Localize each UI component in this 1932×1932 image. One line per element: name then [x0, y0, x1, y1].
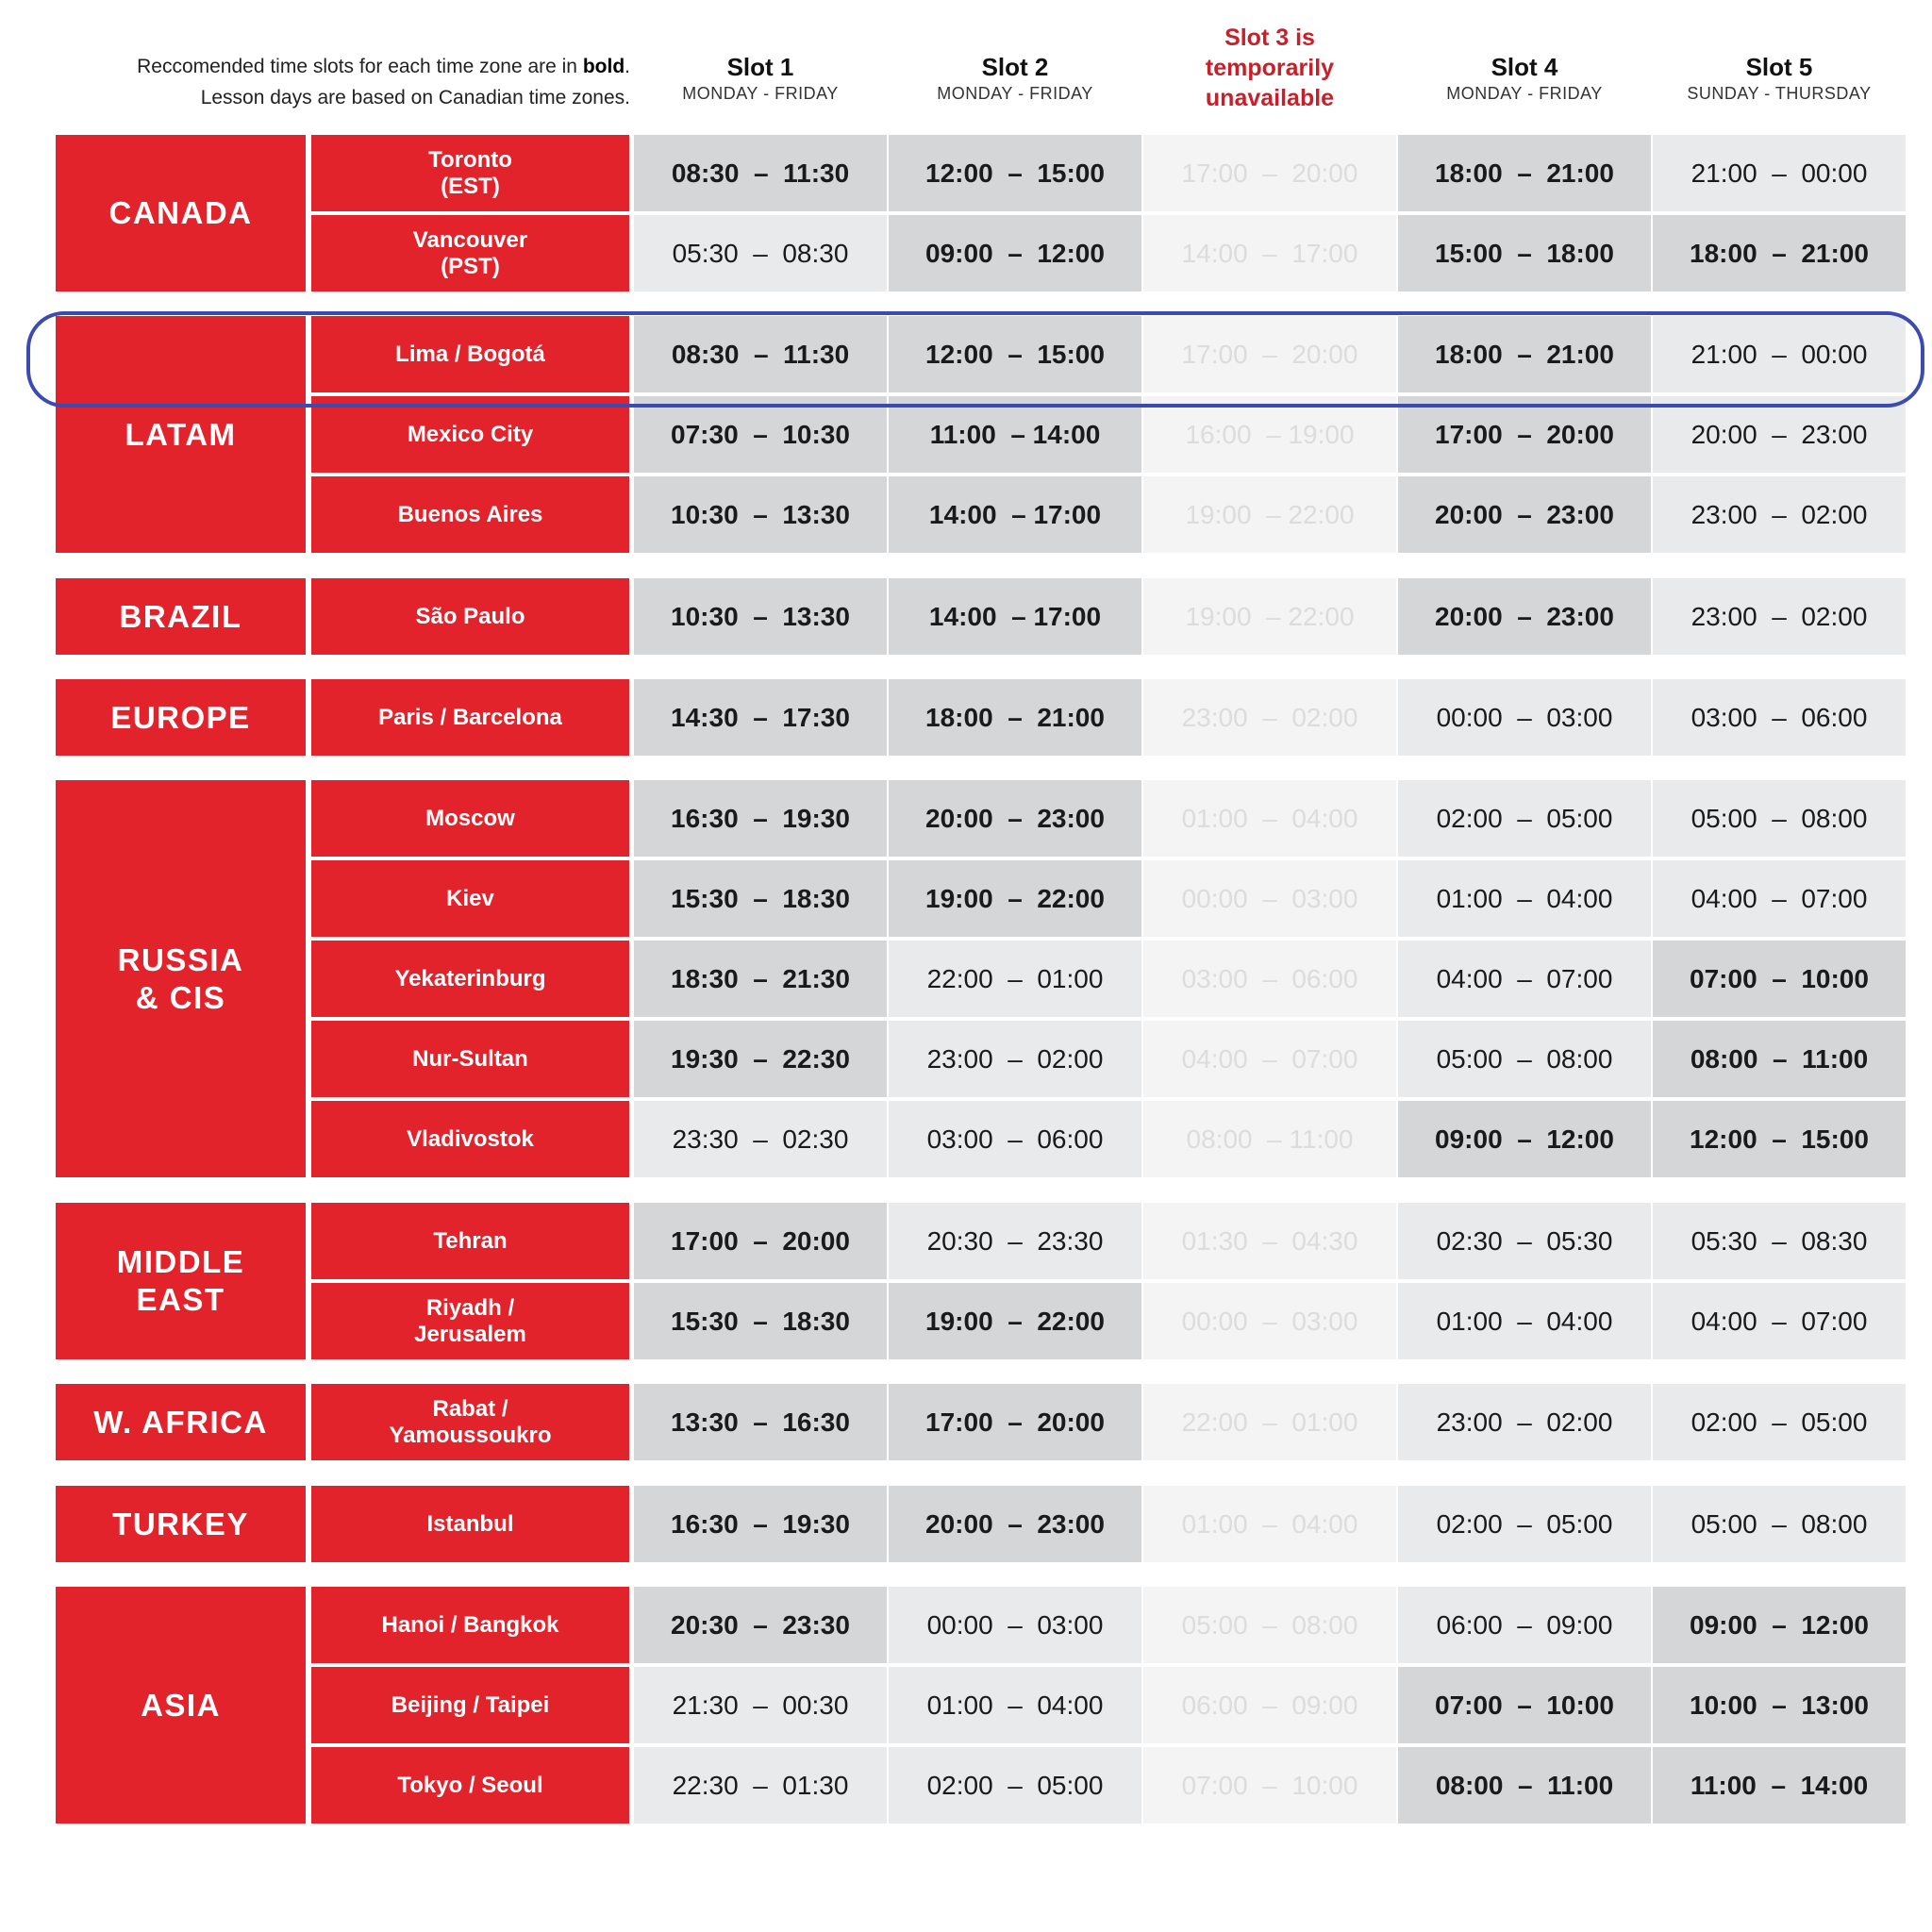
note-line1-prefix: Reccomended time slots for each time zone are in [137, 56, 583, 77]
time-slot-cell: 16:30 – 19:30 [634, 780, 887, 857]
time-slot-cell: 11:00 – 14:00 [1653, 1747, 1906, 1824]
time-slot-cell: 20:30 – 23:30 [889, 1203, 1141, 1279]
time-slot-cell-unavailable: 16:00 – 19:00 [1143, 396, 1396, 473]
time-slot-cell: 14:30 – 17:30 [634, 679, 887, 756]
time-slot-cell: 10:00 – 13:00 [1653, 1667, 1906, 1743]
time-slot-cell: 01:00 – 04:00 [1398, 860, 1651, 937]
time-slot-cell-unavailable: 06:00 – 09:00 [1143, 1667, 1396, 1743]
time-slot-cell: 17:00 – 20:00 [1398, 396, 1651, 473]
time-slot-cell: 01:00 – 04:00 [1398, 1283, 1651, 1359]
time-slot-cell: 23:30 – 02:30 [634, 1101, 887, 1177]
region-turkey: TURKEY [56, 1486, 306, 1562]
time-slot-cell-unavailable: 17:00 – 20:00 [1143, 135, 1396, 211]
time-slot-cell: 03:00 – 06:00 [1653, 679, 1906, 756]
time-slot-cell-unavailable: 19:00 – 22:00 [1143, 476, 1396, 553]
time-slot-cell: 18:00 – 21:00 [1653, 215, 1906, 291]
time-slot-cell: 04:00 – 07:00 [1398, 941, 1651, 1017]
time-slot-cell-unavailable: 01:00 – 04:00 [1143, 1486, 1396, 1562]
city-label: Rabat / Yamoussoukro [311, 1384, 629, 1460]
time-slot-cell: 23:00 – 02:00 [889, 1021, 1141, 1097]
time-slot-cell: 20:00 – 23:00 [1398, 476, 1651, 553]
time-slot-cell: 23:00 – 02:00 [1653, 476, 1906, 553]
time-slot-cell: 09:00 – 12:00 [889, 215, 1141, 291]
time-slot-cell: 10:30 – 13:30 [634, 476, 887, 553]
time-slot-cell: 16:30 – 19:30 [634, 1486, 887, 1562]
time-slot-cell: 21:30 – 00:30 [634, 1667, 887, 1743]
time-slot-cell-unavailable: 19:00 – 22:00 [1143, 578, 1396, 655]
slot-title: Slot 5 [1745, 53, 1813, 81]
time-slot-cell: 02:30 – 05:30 [1398, 1203, 1651, 1279]
region-latam: LATAM [56, 316, 306, 553]
time-slot-cell: 07:00 – 10:00 [1653, 941, 1906, 1017]
time-slot-cell: 18:00 – 21:00 [889, 679, 1141, 756]
city-label: Vladivostok [311, 1101, 629, 1177]
time-slot-cell: 08:00 – 11:00 [1653, 1021, 1906, 1097]
time-slot-cell-unavailable: 17:00 – 20:00 [1143, 316, 1396, 392]
time-slot-cell: 09:00 – 12:00 [1398, 1101, 1651, 1177]
slot-days: MONDAY - FRIDAY [682, 84, 839, 103]
time-slot-cell-unavailable: 04:00 – 07:00 [1143, 1021, 1396, 1097]
time-slot-cell: 15:30 – 18:30 [634, 860, 887, 937]
time-slot-cell: 04:00 – 07:00 [1653, 860, 1906, 937]
time-slot-cell: 18:00 – 21:00 [1398, 135, 1651, 211]
time-slot-cell: 07:00 – 10:00 [1398, 1667, 1651, 1743]
city-label: Beijing / Taipei [311, 1667, 629, 1743]
city-label: Tokyo / Seoul [311, 1747, 629, 1824]
time-slot-cell-unavailable: 00:00 – 03:00 [1143, 1283, 1396, 1359]
time-slot-cell-unavailable: 07:00 – 10:00 [1143, 1747, 1396, 1824]
city-label: São Paulo [311, 578, 629, 655]
time-slot-cell: 04:00 – 07:00 [1653, 1283, 1906, 1359]
time-slot-cell: 14:00 – 17:00 [889, 578, 1141, 655]
time-slot-cell-unavailable: 01:30 – 04:30 [1143, 1203, 1396, 1279]
time-slot-cell: 20:30 – 23:30 [634, 1587, 887, 1663]
city-label: Buenos Aires [311, 476, 629, 553]
city-label: Moscow [311, 780, 629, 857]
time-slot-cell: 22:30 – 01:30 [634, 1747, 887, 1824]
region-canada: CANADA [56, 135, 306, 291]
time-slot-cell: 18:30 – 21:30 [634, 941, 887, 1017]
time-slot-cell-unavailable: 03:00 – 06:00 [1143, 941, 1396, 1017]
time-slot-cell: 20:00 – 23:00 [889, 780, 1141, 857]
time-slot-cell: 08:00 – 11:00 [1398, 1747, 1651, 1824]
city-label: Toronto (EST) [311, 135, 629, 211]
slot-days: SUNDAY - THURSDAY [1687, 84, 1872, 103]
city-label: Mexico City [311, 396, 629, 473]
note-line2: Lesson days are based on Canadian time zones. [200, 87, 630, 108]
slot-days: MONDAY - FRIDAY [1446, 84, 1603, 103]
time-slot-cell: 08:30 – 11:30 [634, 135, 887, 211]
time-slot-cell-unavailable: 01:00 – 04:00 [1143, 780, 1396, 857]
slot-header-2 [889, 53, 1141, 106]
time-slot-cell: 21:00 – 00:00 [1653, 316, 1906, 392]
time-slot-cell-unavailable: 23:00 – 02:00 [1143, 679, 1396, 756]
time-slot-cell: 00:00 – 03:00 [889, 1587, 1141, 1663]
time-slot-cell-unavailable: 22:00 – 01:00 [1143, 1384, 1396, 1460]
city-label: Paris / Barcelona [311, 679, 629, 756]
time-slot-cell: 22:00 – 01:00 [889, 941, 1141, 1017]
time-slot-cell: 02:00 – 05:00 [1653, 1384, 1906, 1460]
time-slot-cell: 14:00 – 17:00 [889, 476, 1141, 553]
time-slot-cell: 20:00 – 23:00 [1398, 578, 1651, 655]
city-label: Yekaterinburg [311, 941, 629, 1017]
time-slot-cell-unavailable: 00:00 – 03:00 [1143, 860, 1396, 937]
city-label: Riyadh / Jerusalem [311, 1283, 629, 1359]
time-slot-cell: 12:00 – 15:00 [889, 135, 1141, 211]
city-label: Hanoi / Bangkok [311, 1587, 629, 1663]
slot-title: Slot 4 [1491, 53, 1558, 81]
region-russia-cis: RUSSIA & CIS [56, 780, 306, 1177]
time-slot-cell: 08:30 – 11:30 [634, 316, 887, 392]
time-slot-cell: 03:00 – 06:00 [889, 1101, 1141, 1177]
time-slot-cell: 18:00 – 21:00 [1398, 316, 1651, 392]
time-slot-cell: 09:00 – 12:00 [1653, 1587, 1906, 1663]
time-slot-cell-unavailable: 05:00 – 08:00 [1143, 1587, 1396, 1663]
time-slot-cell: 01:00 – 04:00 [889, 1667, 1141, 1743]
time-slot-cell: 19:30 – 22:30 [634, 1021, 887, 1097]
time-slot-cell: 05:00 – 08:00 [1653, 1486, 1906, 1562]
time-slot-cell: 20:00 – 23:00 [889, 1486, 1141, 1562]
region-middle-east: MIDDLE EAST [56, 1203, 306, 1359]
time-slot-cell: 02:00 – 05:00 [1398, 780, 1651, 857]
time-slot-cell: 05:30 – 08:30 [634, 215, 887, 291]
slot-header-5 [1653, 53, 1906, 106]
time-slot-cell: 05:00 – 08:00 [1398, 1021, 1651, 1097]
time-slot-cell: 15:00 – 18:00 [1398, 215, 1651, 291]
note-line1-suffix: . [625, 56, 630, 77]
note-line1-bold: bold [582, 56, 625, 77]
time-slot-cell: 23:00 – 02:00 [1653, 578, 1906, 655]
time-slot-cell: 20:00 – 23:00 [1653, 396, 1906, 473]
legend-note [38, 51, 630, 113]
slot-title: Slot 3 is temporarily unavailable [1205, 25, 1335, 111]
slot-header-3 [1143, 23, 1396, 113]
time-slot-cell: 23:00 – 02:00 [1398, 1384, 1651, 1460]
city-label: Lima / Bogotá [311, 316, 629, 392]
region-w-africa: W. AFRICA [56, 1384, 306, 1460]
time-slot-cell: 07:30 – 10:30 [634, 396, 887, 473]
city-label: Istanbul [311, 1486, 629, 1562]
time-slot-cell: 12:00 – 15:00 [1653, 1101, 1906, 1177]
slot-title: Slot 1 [726, 53, 794, 81]
time-slot-cell: 05:30 – 08:30 [1653, 1203, 1906, 1279]
city-label: Tehran [311, 1203, 629, 1279]
time-slot-cell: 10:30 – 13:30 [634, 578, 887, 655]
time-slot-cell: 19:00 – 22:00 [889, 1283, 1141, 1359]
time-slot-cell: 13:30 – 16:30 [634, 1384, 887, 1460]
time-slot-cell: 17:00 – 20:00 [889, 1384, 1141, 1460]
time-slot-cell: 05:00 – 08:00 [1653, 780, 1906, 857]
time-slot-cell-unavailable: 08:00 – 11:00 [1143, 1101, 1396, 1177]
slot-header-4 [1398, 53, 1651, 106]
region-brazil: BRAZIL [56, 578, 306, 655]
time-slot-cell-unavailable: 14:00 – 17:00 [1143, 215, 1396, 291]
slot-title: Slot 2 [981, 53, 1049, 81]
region-asia: ASIA [56, 1587, 306, 1824]
region-europe: EUROPE [56, 679, 306, 756]
time-slot-cell: 02:00 – 05:00 [1398, 1486, 1651, 1562]
time-slot-cell: 21:00 – 00:00 [1653, 135, 1906, 211]
city-label: Nur-Sultan [311, 1021, 629, 1097]
time-slot-cell: 02:00 – 05:00 [889, 1747, 1141, 1824]
time-slot-cell: 00:00 – 03:00 [1398, 679, 1651, 756]
slot-header-1 [634, 53, 887, 106]
time-slot-cell: 12:00 – 15:00 [889, 316, 1141, 392]
city-label: Kiev [311, 860, 629, 937]
time-slot-cell: 15:30 – 18:30 [634, 1283, 887, 1359]
city-label: Vancouver (PST) [311, 215, 629, 291]
time-slot-cell: 17:00 – 20:00 [634, 1203, 887, 1279]
time-slot-cell: 11:00 – 14:00 [889, 396, 1141, 473]
time-slot-cell: 19:00 – 22:00 [889, 860, 1141, 937]
time-slot-cell: 06:00 – 09:00 [1398, 1587, 1651, 1663]
slot-days: MONDAY - FRIDAY [937, 84, 1093, 103]
